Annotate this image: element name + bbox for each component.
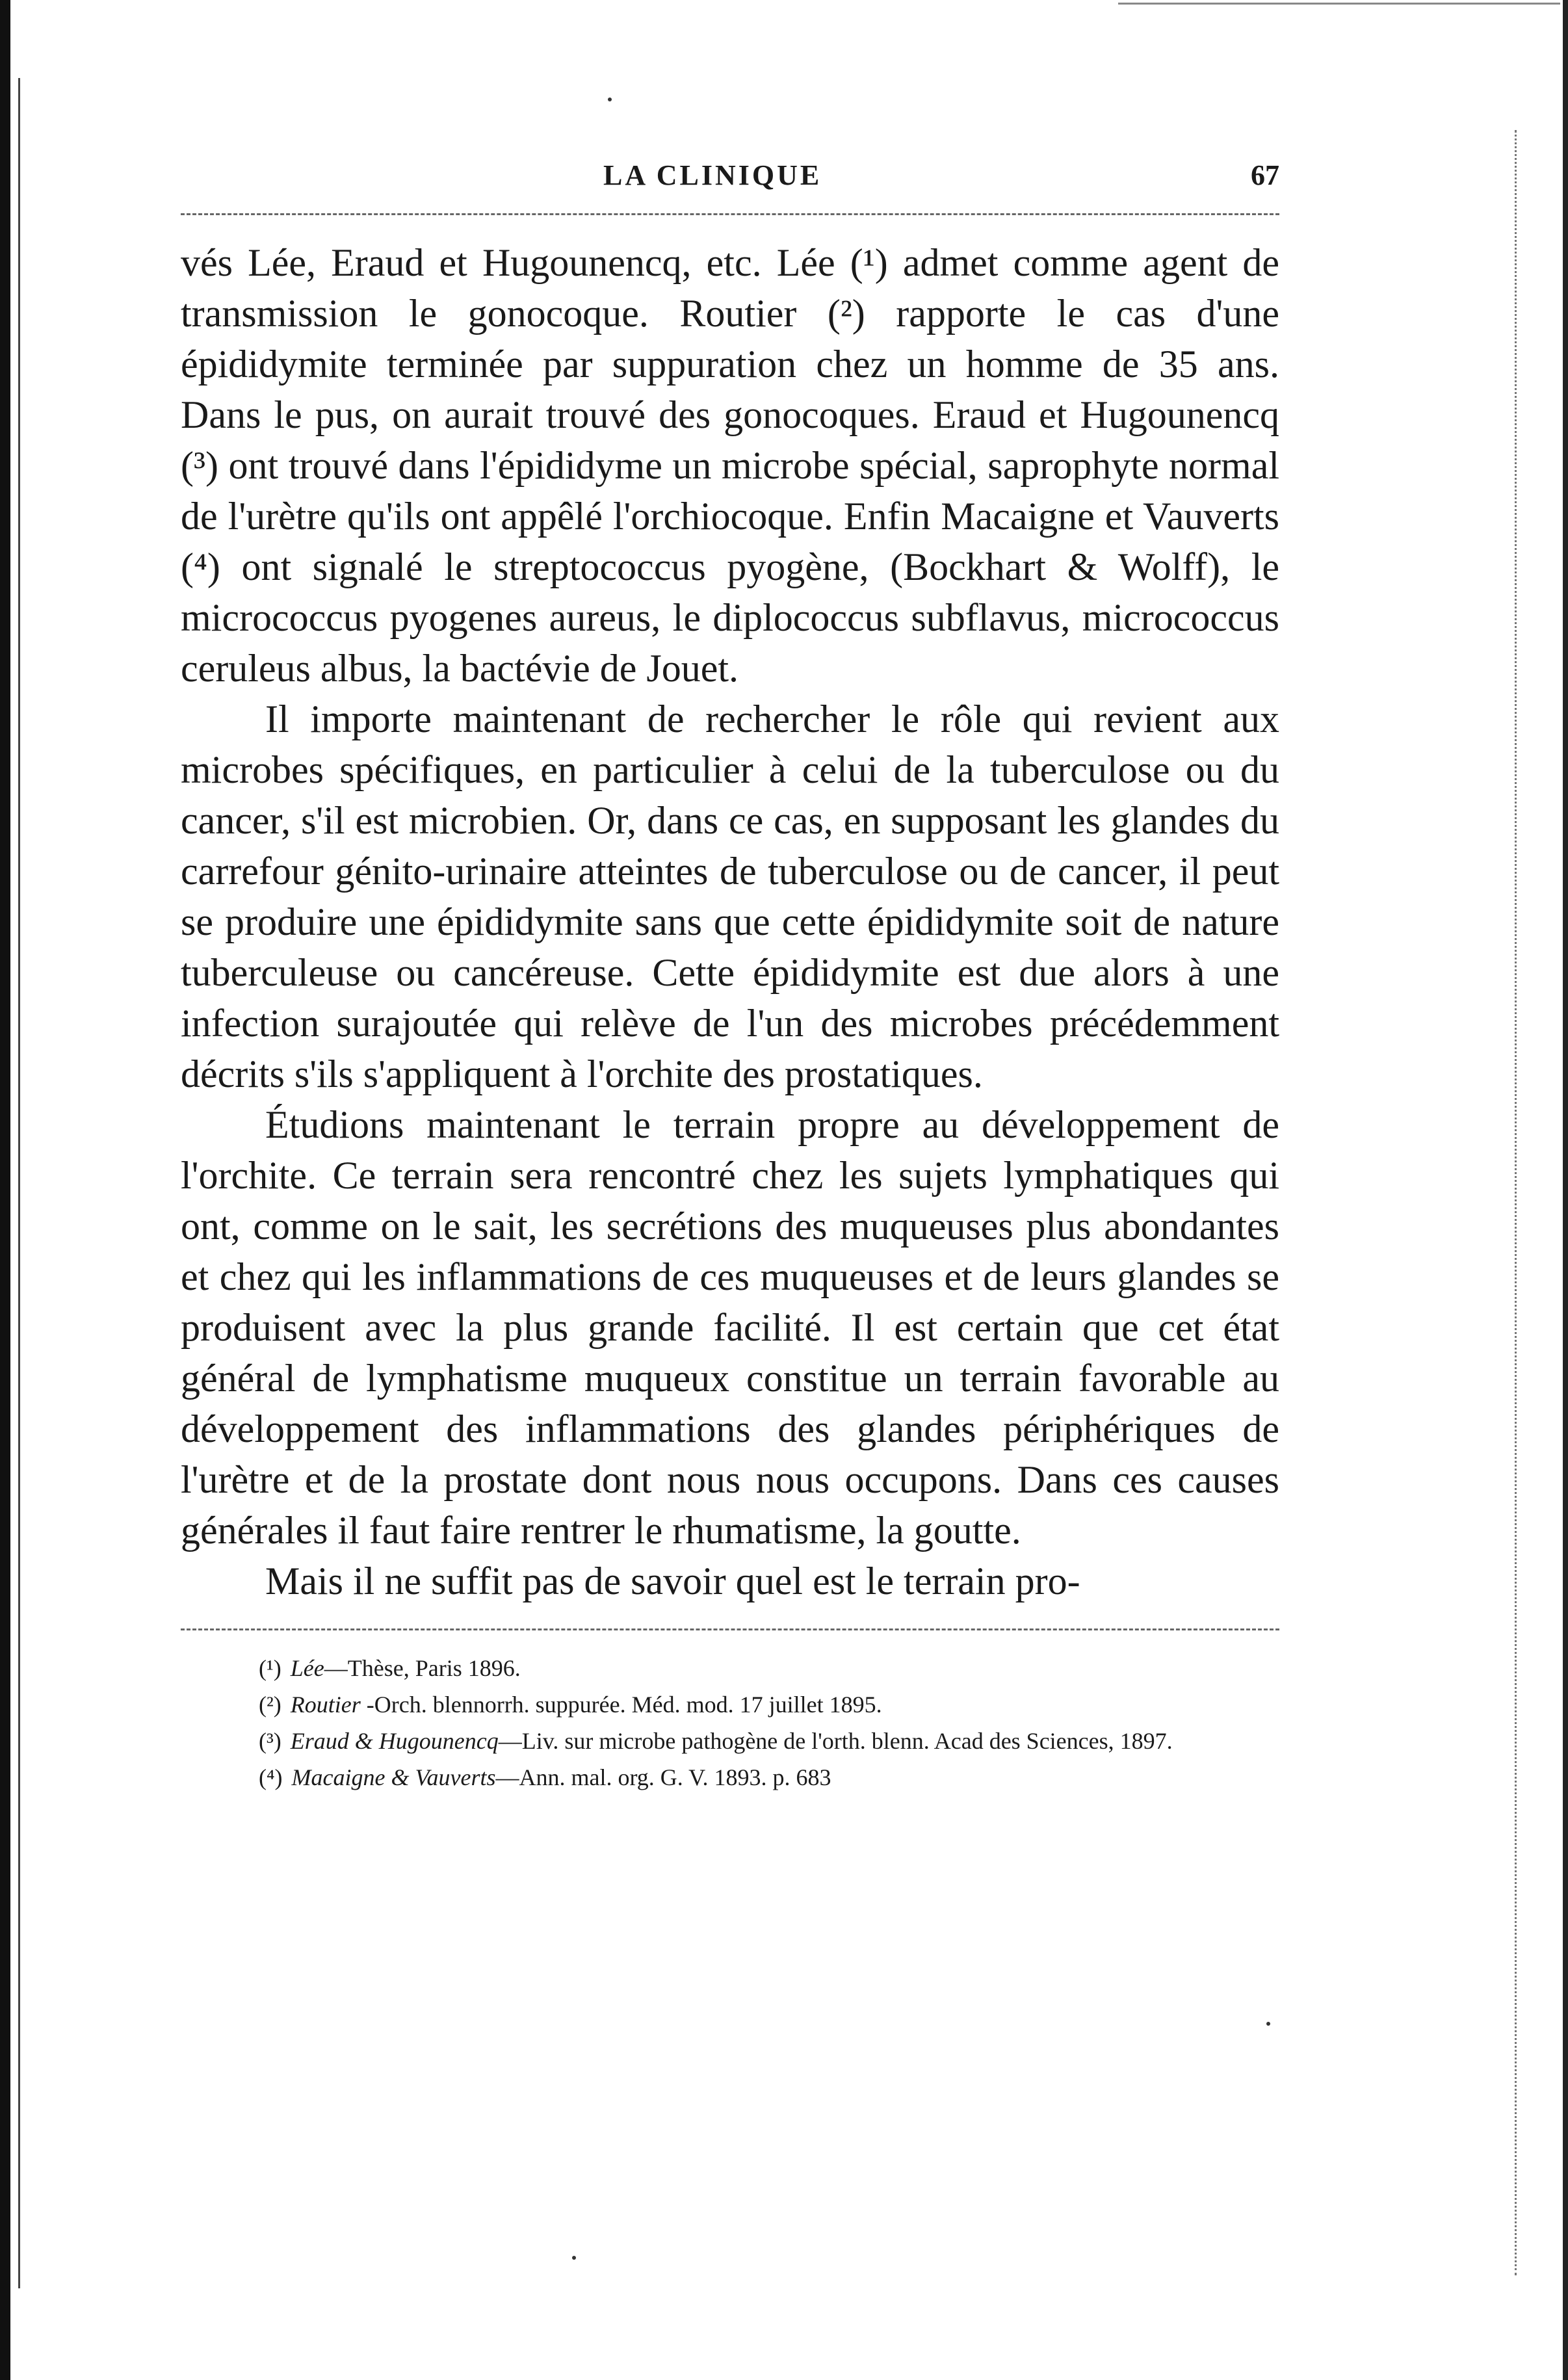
scan-binding-edge [0,0,10,2380]
footnote-text: -Orch. blennorrh. suppurée. Méd. mod. 17 juillet 1895. [360,1692,882,1718]
footnote-author: Lée [290,1655,324,1681]
paragraph: Étudions maintenant le terrain propre au développement de l'orchite. Ce terrain sera rencontré chez les sujets lymphatiques qui ont, comme on le sait, les secrétions des muqueuses plus abondantes et chez qui les inflammations de ces muqueuses et de leurs glandes se produisent avec la plus grande facilité. Il est certain que cet état général de lymphatisme muqueux constitue un terrain favorable au développement des inflammations des glandes périphériques de l'urètre et de la prostate dont nous nous occupons. Dans ces causes générales il faut faire rentrer le rhumatisme, la goutte. [181,1103,1279,1552]
footnote-number: (¹) [259,1655,281,1681]
running-head [181,150,1279,195]
footnote-text: —Liv. sur microbe pathogène de l'orth. blenn. Acad des Sciences, 1897. [498,1728,1173,1754]
footnote-author: Routier [290,1692,361,1718]
footnote-text: —Thèse, Paris 1896. [324,1655,521,1681]
scan-right-edge [1563,0,1568,2380]
footnote-rule [181,1628,1279,1630]
footnote-number: (³) [259,1728,281,1754]
paragraph: Il importe maintenant de rechercher le rôle qui revient aux microbes spécifiques, en particulier à celui de la tuberculose ou du cancer, s'il est microbien. Or, dans ce cas, en supposant les glandes du carrefour génito-urinaire atteintes de tuberculose ou de cancer, il peut se produire une épididymite sans que cette épididymite soit de nature tuberculeuse ou cancéreuse. Cette épididymite est due alors à une infection surajoutée qui relève de l'un des microbes précédemment décrits s'ils s'appliquent à l'orchite des prostatiques. [181,698,1279,1095]
footnote [181,1759,1279,1796]
footnotes [181,1650,1279,1796]
footnote-author: Eraud & Hugounencq [290,1728,499,1754]
page-number: 67 [1251,159,1279,191]
footnote-author: Macaigne & Vauverts [291,1764,496,1790]
body-text [181,237,1279,1606]
scan-speck [1266,2022,1270,2026]
book-page [181,150,1279,1796]
footnote [181,1650,1279,1686]
footnote-number: (²) [259,1692,281,1718]
paragraph: vés Lée, Eraud et Hugounencq, etc. Lée (¹) admet comme agent de transmission le gonocoque. Routier (²) rapporte le cas d'une épididymite terminée par suppuration chez un homme de 35 ans. Dans le pus, on aurait trouvé des gonocoques. Eraud et Hugounencq (³) ont trouvé dans l'épididyme un microbe spécial, saprophyte normal de l'urètre qu'ils ont appêlé l'orchiocoque. Enfin Macaigne et Vauverts (⁴) ont signalé le streptococcus pyogène, (Bockhart & Wolff), le micrococcus pyogenes aureus, le diplococcus subflavus, micrococcus ceruleus albus, la bactévie de Jouet. [181,241,1279,690]
header-rule [181,213,1279,215]
scan-speck [572,2256,576,2260]
footnote-number: (⁴) [259,1764,283,1790]
paragraph: Mais il ne suffit pas de savoir quel est le terrain pro- [265,1560,1080,1602]
running-head-title: LA CLINIQUE [603,159,822,191]
scan-top-edge [1118,3,1560,5]
footnote [181,1686,1279,1723]
footnote [181,1723,1279,1759]
scan-margin-specks [1515,130,1543,2275]
scan-speck [608,98,612,101]
scan-binding-line [18,78,20,2288]
footnote-text: —Ann. mal. org. G. V. 1893. p. 683 [495,1764,831,1790]
